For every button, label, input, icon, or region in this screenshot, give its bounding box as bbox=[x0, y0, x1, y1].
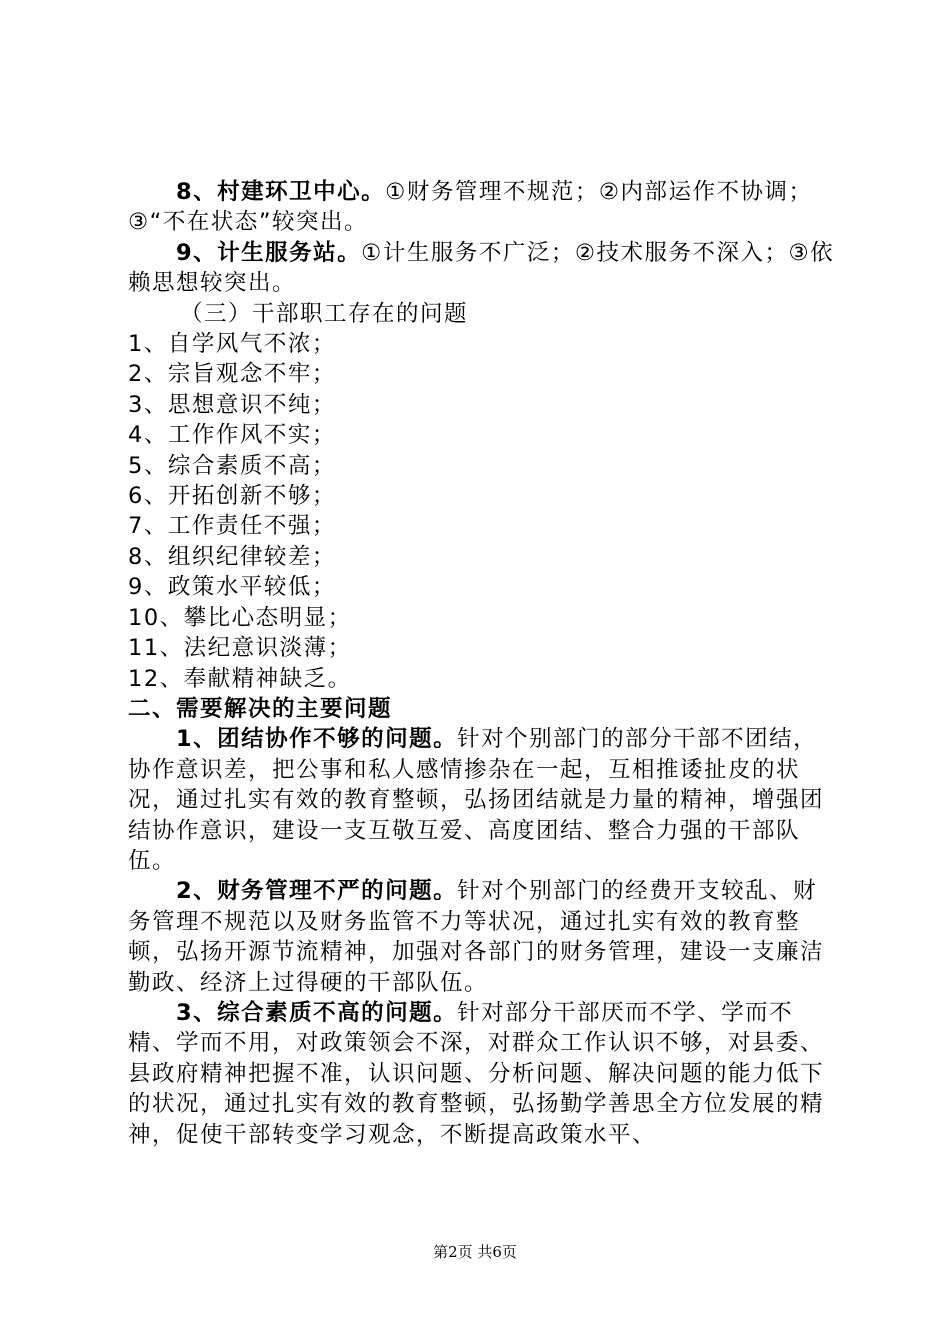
paragraph-lead: 1、团结协作不够的问题。 bbox=[176, 726, 458, 753]
problem-paragraph-unity bbox=[128, 724, 838, 876]
problem-paragraph-finance bbox=[128, 876, 838, 998]
list-item: 7、工作责任不强； bbox=[128, 513, 336, 540]
section-two-heading: 二、需要解决的主要问题 bbox=[128, 695, 393, 722]
list-item: 8、组织纪律较差； bbox=[128, 543, 336, 570]
paragraph-text: ①计生服务不广泛；②技术服务不深入；③依赖思想较突出。 bbox=[128, 239, 835, 297]
list-item: 5、综合素质不高； bbox=[128, 452, 336, 479]
list-item: 1、自学风气不浓； bbox=[128, 331, 336, 358]
page-footer: 第2页 共6页 bbox=[433, 1243, 517, 1261]
paragraph-text: 针对部分干部厌而不学、学而不精、学而不用，对政策领会不深，对群众工作认识不够，对县委、县政府精神把握不准，认识问题、分析问题、解决问题的能力低下的状况，通过扎实有效的教育整顿，弘扬勤学善思全方位发展的精神，促使干部转变学习观念，不断提高政策水平、 bbox=[128, 999, 825, 1148]
paragraph-text: 针对个别部门的部分干部不团结，协作意识差，把公事和私人感情掺杂在一起，互相推诿扯皮的状况，通过扎实有效的教育整顿，弘扬团结就是力量的精神，增强团结协作意识，建设一支互敬互爱、高度团结、整合力强的干部队伍。 bbox=[128, 726, 825, 874]
paragraph-lead: 8、村建环卫中心。 bbox=[176, 179, 386, 205]
problem-paragraph-quality bbox=[128, 998, 838, 1150]
list-item: 2、宗旨观念不牢； bbox=[128, 361, 336, 388]
paragraph-family-planning bbox=[128, 238, 838, 299]
list-item: 12、奉献精神缺乏。 bbox=[128, 665, 352, 692]
list-item: 3、思想意识不纯； bbox=[128, 391, 336, 418]
document-body bbox=[128, 177, 838, 1150]
paragraph-text: 针对个别部门的经费开支较乱、财务管理不规范以及财务监管不力等状况，通过扎实有效的教育整顿，弘扬开源节流精神，加强对各部门的财务管理，建设一支廉洁勤政、经济上过得硬的干部队伍。 bbox=[128, 878, 825, 996]
paragraph-lead: 2、财务管理不严的问题。 bbox=[176, 878, 458, 905]
paragraph-lead: 3、综合素质不高的问题。 bbox=[176, 999, 458, 1026]
list-item: 10、攀比心态明显； bbox=[128, 604, 352, 631]
paragraph-text: ①财务管理不规范；②内部运作不协调；③“不在状态”较突出。 bbox=[128, 179, 813, 236]
paragraph-village-sanitation bbox=[128, 177, 838, 238]
list-item: 11、法纪意识淡薄； bbox=[128, 635, 352, 662]
list-item: 4、工作作风不实； bbox=[128, 422, 336, 449]
list-item: 9、政策水平较低； bbox=[128, 574, 336, 601]
list-item: 6、开拓创新不够； bbox=[128, 483, 336, 510]
paragraph-lead: 9、计生服务站。 bbox=[176, 239, 362, 266]
section-three-heading: （三）干部职工存在的问题 bbox=[180, 300, 469, 327]
